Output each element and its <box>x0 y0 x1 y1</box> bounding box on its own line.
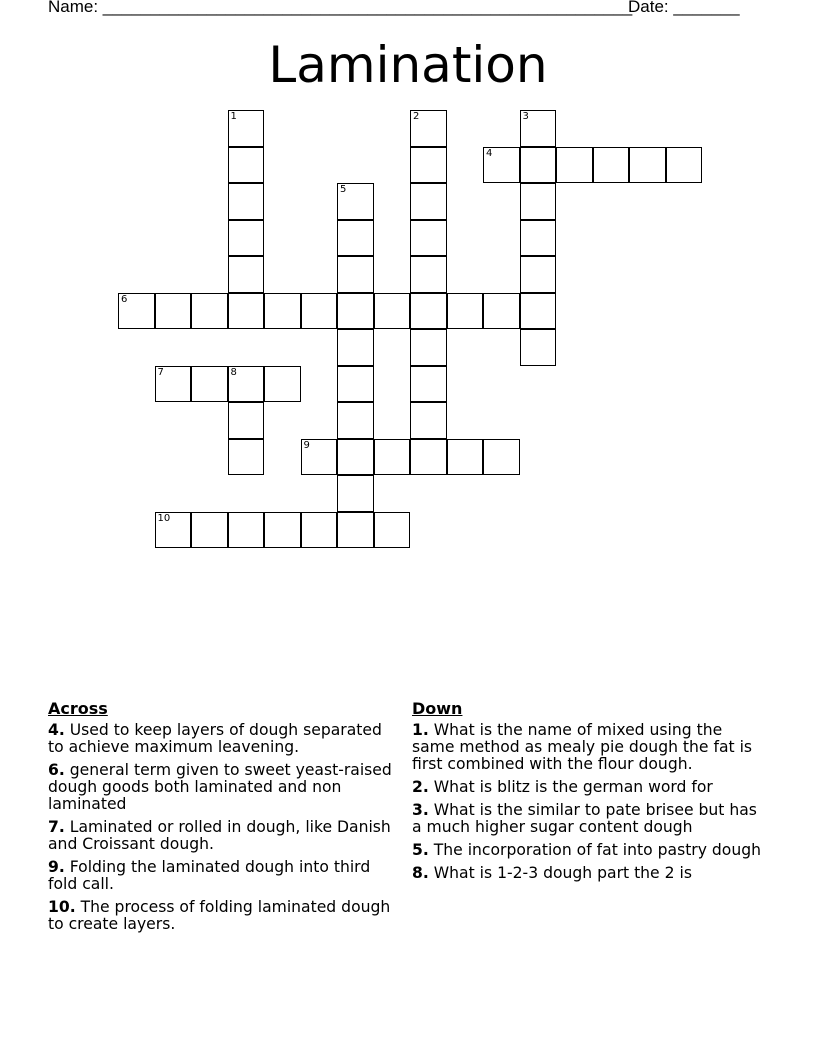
clue-number: 2 <box>413 111 420 122</box>
across-clues <box>48 700 393 939</box>
grid-cell[interactable] <box>337 329 374 366</box>
clue-number: 5 <box>340 184 347 195</box>
grid-cell[interactable] <box>410 329 447 366</box>
date-field[interactable]: Date: _______ <box>628 0 740 16</box>
grid-cell[interactable] <box>301 439 338 476</box>
grid-cell[interactable] <box>410 147 447 184</box>
clue-number: 1 <box>230 111 237 122</box>
grid-cell[interactable] <box>483 147 520 184</box>
clue-down-1: 1. What is the name of mixed using the same method as mealy pie dough the fat is first combined with the flour dough. <box>412 721 753 773</box>
grid-cell[interactable] <box>301 293 338 330</box>
grid-cell[interactable] <box>374 512 411 549</box>
clue-number: 8 <box>230 366 237 378</box>
grid-cell[interactable] <box>520 220 557 257</box>
grid-cell[interactable] <box>483 439 520 476</box>
grid-cell[interactable] <box>520 256 557 293</box>
grid-cell[interactable] <box>191 293 228 330</box>
grid-cell[interactable] <box>228 366 265 403</box>
grid-cell[interactable] <box>337 256 374 293</box>
clue-number: 4 <box>486 147 493 159</box>
page-title: Lamination <box>268 36 548 94</box>
grid-cell[interactable] <box>155 366 192 403</box>
clue-down-5: 5. The incorporation of fat into pastry dough <box>412 841 762 859</box>
grid-cell[interactable] <box>593 147 630 184</box>
grid-cell[interactable] <box>264 366 301 403</box>
grid-cell[interactable] <box>228 293 265 330</box>
grid-cell[interactable] <box>228 512 265 549</box>
grid-cell[interactable] <box>410 402 447 439</box>
grid-cell[interactable] <box>337 512 374 549</box>
grid-cell[interactable] <box>447 439 484 476</box>
grid-cell[interactable] <box>556 147 593 184</box>
grid-cell[interactable] <box>520 293 557 330</box>
grid-cell[interactable] <box>264 512 301 549</box>
grid-cell[interactable] <box>301 512 338 549</box>
grid-cell[interactable] <box>337 439 374 476</box>
grid-cell[interactable] <box>228 439 265 476</box>
grid-cell[interactable] <box>228 147 265 184</box>
down-heading: Down <box>412 699 463 718</box>
grid-cell[interactable] <box>337 475 374 512</box>
clue-down-3: 3. What is the similar to pate brisee but has a much higher sugar content dough <box>412 801 757 836</box>
grid-cell[interactable] <box>337 220 374 257</box>
grid-cell[interactable] <box>520 183 557 220</box>
grid-cell[interactable] <box>191 512 228 549</box>
down-clues <box>412 700 762 888</box>
grid-cell[interactable] <box>155 293 192 330</box>
grid-cell[interactable] <box>410 366 447 403</box>
clue-number: 6 <box>121 293 128 305</box>
grid-cell[interactable] <box>228 183 265 220</box>
grid-cell[interactable] <box>374 293 411 330</box>
name-field[interactable]: Name: ________________________________________________________ <box>48 0 633 16</box>
grid-cell[interactable] <box>520 329 557 366</box>
grid-cell[interactable] <box>337 183 374 220</box>
grid-cell[interactable] <box>410 293 447 330</box>
clue-down-8: 8. What is 1-2-3 dough part the 2 is <box>412 864 692 882</box>
grid-cell[interactable] <box>520 147 557 184</box>
grid-cell[interactable] <box>118 293 155 330</box>
grid-cell[interactable] <box>337 366 374 403</box>
header <box>48 0 740 17</box>
grid-cell[interactable] <box>374 439 411 476</box>
grid-cell[interactable] <box>264 293 301 330</box>
clue-number: 10 <box>157 512 171 524</box>
grid-cell[interactable] <box>228 220 265 257</box>
grid-cell[interactable] <box>228 402 265 439</box>
clue-across-9: 9. Folding the laminated dough into third fold call. <box>48 858 371 893</box>
clue-across-7: 7. Laminated or rolled in dough, like Danish and Croissant dough. <box>48 818 391 853</box>
grid-cell[interactable] <box>447 293 484 330</box>
grid-cell[interactable] <box>629 147 666 184</box>
grid-cell[interactable] <box>228 110 265 147</box>
grid-cell[interactable] <box>337 293 374 330</box>
grid-cell[interactable] <box>228 256 265 293</box>
grid-cell[interactable] <box>410 110 447 147</box>
grid-cell[interactable] <box>483 293 520 330</box>
clue-across-4: 4. Used to keep layers of dough separated to achieve maximum leavening. <box>48 721 382 756</box>
grid-cell[interactable] <box>337 402 374 439</box>
clue-number: 3 <box>522 111 529 122</box>
grid-cell[interactable] <box>410 220 447 257</box>
grid-cell[interactable] <box>410 183 447 220</box>
across-heading: Across <box>48 699 108 718</box>
grid-cell[interactable] <box>520 110 557 147</box>
grid-cell[interactable] <box>410 439 447 476</box>
grid-cell[interactable] <box>191 366 228 403</box>
clue-across-10: 10. The process of folding laminated dough to create layers. <box>48 898 391 933</box>
grid-cell[interactable] <box>155 512 192 549</box>
grid-cell[interactable] <box>666 147 703 184</box>
clue-number: 7 <box>157 366 164 378</box>
clue-across-6: 6. general term given to sweet yeast-raised dough goods both laminated and non laminated <box>48 761 392 813</box>
grid-cell[interactable] <box>410 256 447 293</box>
clue-down-2: 2. What is blitz is the german word for <box>412 778 713 796</box>
clue-number: 9 <box>303 439 310 451</box>
